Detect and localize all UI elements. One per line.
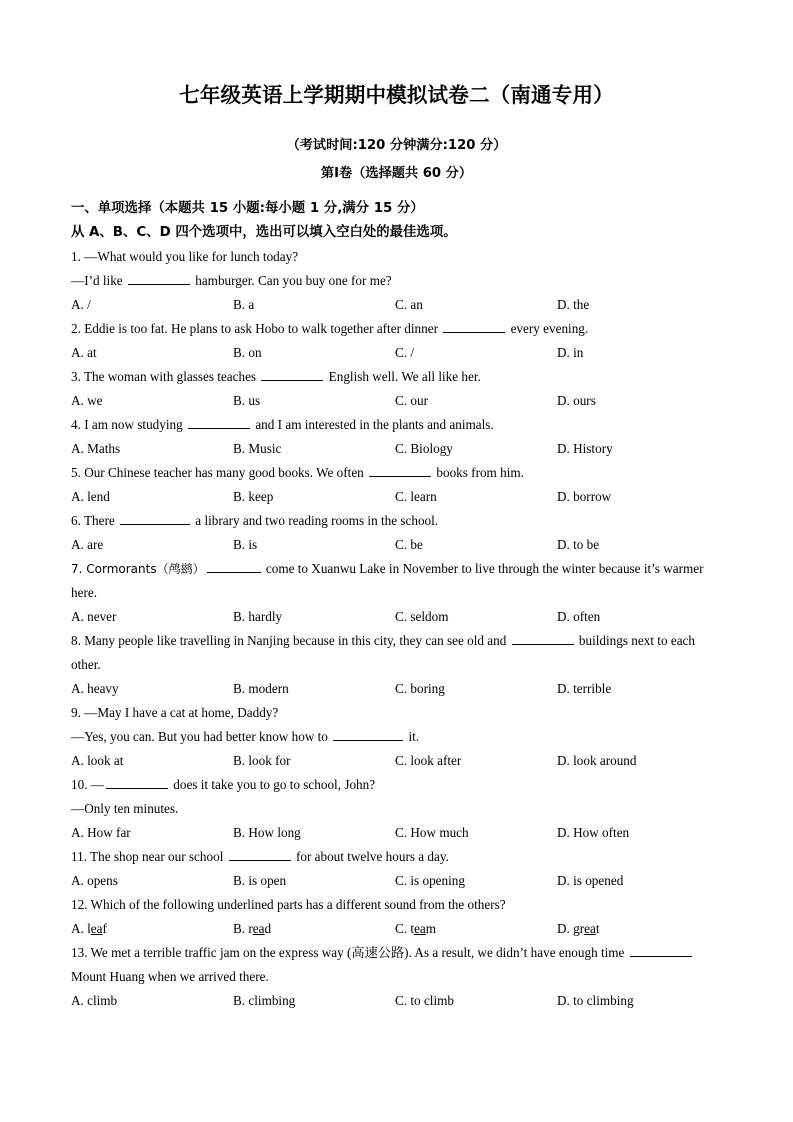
answer-blank[interactable] (188, 416, 250, 430)
question-stem: 9. —May I have a cat at home, Daddy? (71, 705, 279, 721)
option-a[interactable]: A. / (71, 297, 91, 313)
question-stem (71, 269, 723, 293)
question-12 (71, 893, 723, 941)
question-stem (71, 773, 723, 797)
option-a[interactable]: A. are (71, 537, 104, 553)
option-c[interactable]: C. be (395, 537, 423, 553)
question-stem (71, 845, 723, 869)
stem-text-part: 13. We met a terrible traffic jam on the express way (高速公路). As a result, we didn’t have enough time (71, 945, 628, 961)
answer-blank[interactable] (128, 272, 190, 286)
stem-text-part: come to Xuanwu Lake in November to live through the winter because it’s warmer (262, 561, 704, 577)
question-stem (71, 365, 723, 389)
stem-text-part: 8. Many people like travelling in Nanjing because in this city, they can see old and (71, 633, 510, 649)
option-d[interactable]: D. to be (557, 537, 600, 553)
stem-text-part: and I am interested in the plants and animals. (252, 417, 494, 433)
option-prefix: C. t (395, 921, 415, 937)
option-row (71, 485, 723, 509)
answer-blank[interactable] (120, 512, 190, 526)
question-stem: 12. Which of the following underlined parts has a different sound from the others? (71, 897, 506, 913)
stem-text-part: a library and two reading rooms in the school. (192, 513, 439, 529)
question-stem (71, 941, 723, 965)
option-row (71, 821, 723, 845)
answer-blank[interactable] (261, 368, 323, 382)
question-stem-cont: —Only ten minutes. (71, 801, 179, 817)
option-a[interactable]: A. Maths (71, 441, 121, 457)
option-d[interactable]: D. look around (557, 753, 637, 769)
option-prefix: D. gr (557, 921, 585, 937)
question-stem (71, 509, 723, 533)
stem-text-part: 7. Cormorants（鸬鹚） (71, 562, 205, 577)
question-5 (71, 461, 723, 509)
option-prefix: B. r (233, 921, 253, 937)
answer-blank[interactable] (229, 848, 291, 862)
option-c[interactable]: C. is opening (395, 873, 465, 889)
stem-text-part: —I’d like (71, 273, 126, 289)
option-row (71, 749, 723, 773)
option-d[interactable]: D. in (557, 345, 584, 361)
option-d[interactable]: D. ours (557, 393, 596, 409)
question-stem-cont: Mount Huang when we arrived there. (71, 969, 269, 985)
option-d[interactable]: D. the (557, 297, 590, 313)
exam-info-line: （考试时间:120 分钟满分:120 分） (286, 137, 507, 153)
option-d[interactable]: D. terrible (557, 681, 612, 697)
option-d[interactable]: D. borrow (557, 489, 612, 505)
option-d[interactable]: D. often (557, 609, 601, 625)
stem-text-part: for about twelve hours a day. (292, 849, 449, 865)
option-c[interactable]: C. look after (395, 753, 462, 769)
option-row (71, 605, 723, 629)
question-stem-cont: here. (71, 585, 97, 601)
answer-blank[interactable] (369, 464, 431, 478)
stem-text-part: 5. Our Chinese teacher has many good books. We often (71, 465, 368, 481)
option-d[interactable]: D. History (557, 441, 613, 457)
question-4 (71, 413, 723, 461)
option-c[interactable]: C. seldom (395, 609, 449, 625)
option-b[interactable]: B. a (233, 297, 255, 313)
option-row (71, 437, 723, 461)
answer-blank[interactable] (106, 776, 168, 790)
stem-text-part: every evening. (507, 321, 589, 337)
option-row (71, 917, 723, 941)
stem-text-part: does it take you to go to school, John? (169, 777, 376, 793)
option-a[interactable]: A. opens (71, 873, 118, 889)
stem-text-part: buildings next to each (575, 633, 696, 649)
option-suffix: t (595, 921, 600, 937)
option-a[interactable] (71, 917, 233, 941)
question-8 (71, 629, 723, 701)
answer-blank[interactable] (207, 560, 261, 574)
answer-blank[interactable] (512, 632, 574, 646)
option-c[interactable]: C. our (395, 393, 428, 409)
option-suffix: m (425, 921, 437, 937)
answer-blank[interactable] (333, 728, 403, 742)
question-1 (71, 245, 723, 317)
option-d[interactable]: D. to climbing (557, 993, 634, 1009)
question-stem (71, 317, 723, 341)
stem-text-part: 10. — (71, 777, 104, 793)
stem-text-part: it. (405, 729, 420, 745)
option-c[interactable]: C. Biology (395, 441, 453, 457)
option-b[interactable] (233, 917, 395, 941)
option-b[interactable]: B. us (233, 393, 261, 409)
stem-text-part: 4. I am now studying (71, 417, 187, 433)
option-underlined-part: ea (252, 921, 265, 937)
option-c[interactable]: C. How much (395, 825, 469, 841)
option-row (71, 389, 723, 413)
stem-text-part: 11. The shop near our school (71, 849, 227, 865)
answer-blank[interactable] (443, 320, 505, 334)
answer-blank[interactable] (630, 944, 692, 958)
section-heading: 一、单项选择（本题共 15 小题:每小题 1 分,满分 15 分） (71, 201, 424, 217)
option-prefix: A. l (71, 921, 91, 937)
option-a[interactable]: A. How far (71, 825, 131, 841)
option-b[interactable]: B. How long (233, 825, 301, 841)
option-c[interactable]: C. to climb (395, 993, 454, 1009)
question-stem (71, 413, 723, 437)
question-stem (71, 629, 723, 653)
option-b[interactable]: B. climbing (233, 993, 296, 1009)
paper-part-line: 第I卷（选择题共 60 分） (320, 165, 473, 181)
option-a[interactable]: A. at (71, 345, 97, 361)
option-row (71, 677, 723, 701)
stem-text-part: hamburger. Can you buy one for me? (191, 273, 392, 289)
question-stem-cont (71, 725, 723, 749)
option-suffix: f (102, 921, 107, 937)
option-row (71, 533, 723, 557)
option-c[interactable]: C. learn (395, 489, 437, 505)
option-a[interactable]: A. look at (71, 753, 124, 769)
option-b[interactable]: B. keep (233, 489, 274, 505)
option-a[interactable]: A. heavy (71, 681, 119, 697)
question-11 (71, 845, 723, 893)
option-b[interactable]: B. is (233, 537, 258, 553)
option-row (71, 293, 723, 317)
option-d[interactable]: D. How often (557, 825, 630, 841)
question-stem (71, 557, 723, 581)
option-c[interactable]: C. boring (395, 681, 445, 697)
option-b[interactable]: B. hardly (233, 609, 283, 625)
option-b[interactable]: B. Music (233, 441, 282, 457)
option-a[interactable]: A. we (71, 393, 103, 409)
question-13 (71, 941, 723, 1013)
option-b[interactable]: B. is open (233, 873, 287, 889)
option-c[interactable]: C. / (395, 345, 415, 361)
option-d[interactable] (557, 917, 723, 941)
question-10 (71, 773, 723, 845)
option-row (71, 341, 723, 365)
option-c[interactable]: C. an (395, 297, 423, 313)
option-b[interactable]: B. on (233, 345, 262, 361)
stem-text-part: —Yes, you can. But you had better know how to (71, 729, 332, 745)
exam-body (0, 180, 793, 1013)
option-d[interactable]: D. is opened (557, 873, 624, 889)
option-row (71, 869, 723, 893)
option-underlined-part: ea (414, 921, 426, 937)
stem-text-part: 6. There (71, 513, 118, 529)
question-stem-cont: other. (71, 657, 101, 673)
option-c[interactable] (395, 917, 557, 941)
question-9 (71, 701, 723, 773)
question-7 (71, 557, 723, 629)
section-instruction: 从 A、B、C、D 四个选项中，选出可以填入空白处的最佳选项。 (71, 225, 457, 241)
option-underlined-part: ea (90, 921, 103, 937)
question-stem: 1. —What would you like for lunch today? (71, 249, 299, 265)
option-a[interactable]: A. never (71, 609, 117, 625)
stem-text-part: books from him. (433, 465, 524, 481)
question-2 (71, 317, 723, 365)
option-underlined-part: ea (584, 921, 596, 937)
question-stem (71, 461, 723, 485)
stem-text-part: 2. Eddie is too fat. He plans to ask Hobo to walk together after dinner (71, 321, 442, 337)
option-b[interactable]: B. modern (233, 681, 289, 697)
option-a[interactable]: A. climb (71, 993, 118, 1009)
stem-text-part: 3. The woman with glasses teaches (71, 369, 260, 385)
question-3 (71, 365, 723, 413)
question-6 (71, 509, 723, 557)
option-row (71, 989, 723, 1013)
option-b[interactable]: B. look for (233, 753, 291, 769)
page-title: 七年级英语上学期期中模拟试卷二（南通专用） (179, 83, 614, 107)
option-suffix: d (264, 921, 272, 937)
stem-text-part: English well. We all like her. (325, 369, 481, 385)
option-a[interactable]: A. lend (71, 489, 110, 505)
